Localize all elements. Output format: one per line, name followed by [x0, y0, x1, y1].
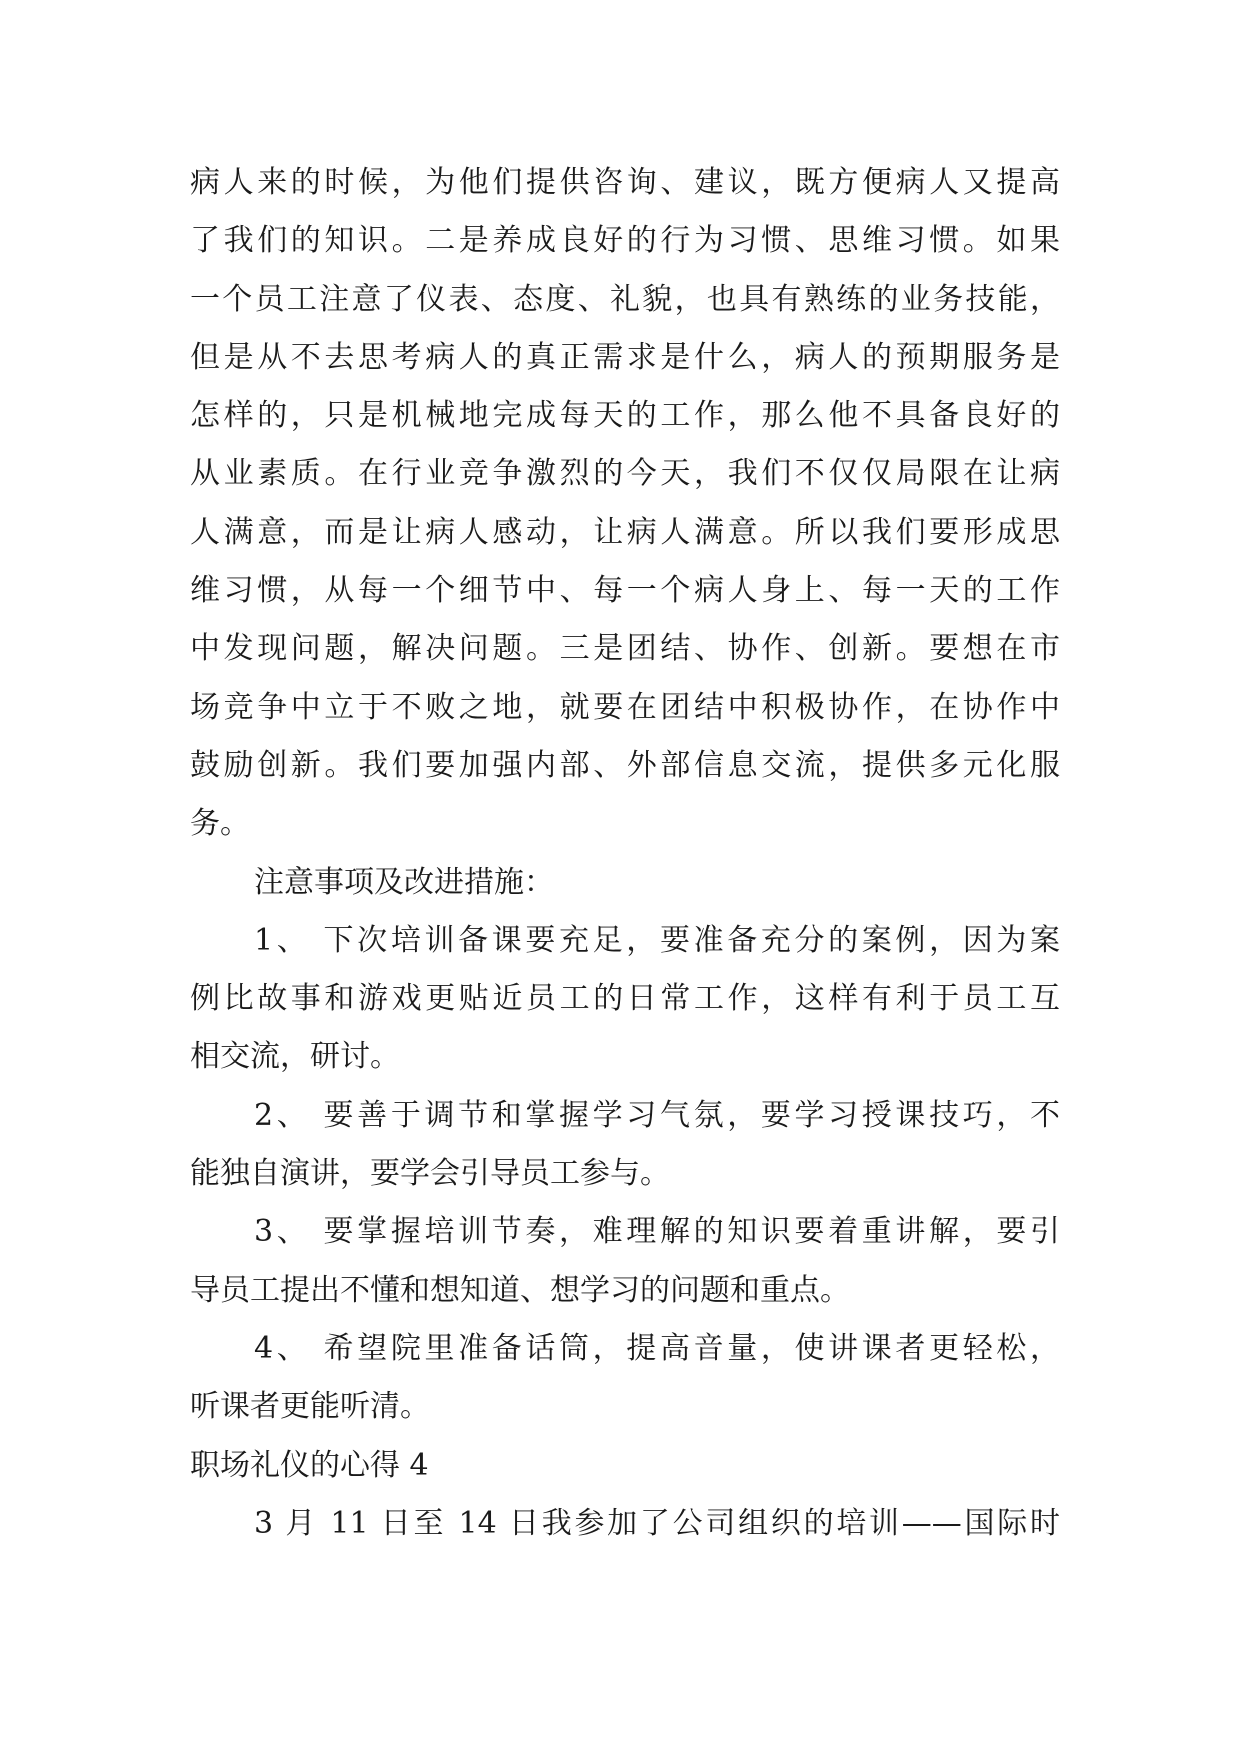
list-item-line: 3、 要掌握培训节奏，难理解的知识要着重讲解，要引: [254, 1214, 1060, 1250]
list-item-line: 相交流，研讨。: [190, 1039, 400, 1075]
paragraph-line: 但是从不去思考病人的真正需求是什么，病人的预期服务是: [190, 339, 1060, 375]
paragraph-line: 场竞争中立于不败之地，就要在团结中积极协作，在协作中: [190, 689, 1060, 725]
paragraph-line: 鼓励创新。我们要加强内部、外部信息交流，提供多元化服: [190, 747, 1060, 783]
list-item-line: 听课者更能听清。: [190, 1389, 430, 1425]
list-item-line: 导员工提出不懂和想知道、想学习的问题和重点。: [190, 1272, 850, 1308]
paragraph-line: 维习惯，从每一个细节中、每一个病人身上、每一天的工作: [190, 573, 1060, 609]
list-item-line: 例比故事和游戏更贴近员工的日常工作，这样有利于员工互: [190, 981, 1060, 1017]
paragraph-line: 中发现问题，解决问题。三是团结、协作、创新。要想在市: [190, 631, 1060, 667]
list-item-line: 2、 要善于调节和掌握学习气氛，要学习授课技巧，不: [254, 1097, 1060, 1133]
paragraph-line: 务。: [190, 806, 250, 842]
list-item-line: 能独自演讲，要学会引导员工参与。: [190, 1156, 670, 1192]
section-title: 职场礼仪的心得 4: [190, 1447, 429, 1483]
document-body: [190, 154, 1060, 1553]
list-item-line: 1、 下次培训备课要充足，要准备充分的案例，因为案: [254, 922, 1060, 958]
paragraph-line: 人满意，而是让病人感动，让病人满意。所以我们要形成思: [190, 514, 1060, 550]
paragraph-line: 怎样的，只是机械地完成每天的工作，那么他不具备良好的: [190, 398, 1060, 434]
list-item-line: 4、 希望院里准备话筒，提高音量，使讲课者更轻松，: [254, 1330, 1060, 1366]
paragraph-line: 了我们的知识。二是养成良好的行为习惯、思维习惯。如果: [190, 223, 1060, 259]
section-subheading: 注意事项及改进措施：: [254, 864, 554, 900]
paragraph-line: 3 月 11 日至 14 日我参加了公司组织的培训——国际时: [254, 1505, 1060, 1541]
paragraph-line: 从业素质。在行业竞争激烈的今天，我们不仅仅局限在让病: [190, 456, 1060, 492]
paragraph-line: 一个员工注意了仪表、态度、礼貌，也具有熟练的业务技能，: [190, 281, 1060, 317]
paragraph-line: 病人来的时候，为他们提供咨询、建议，既方便病人又提高: [190, 165, 1060, 200]
